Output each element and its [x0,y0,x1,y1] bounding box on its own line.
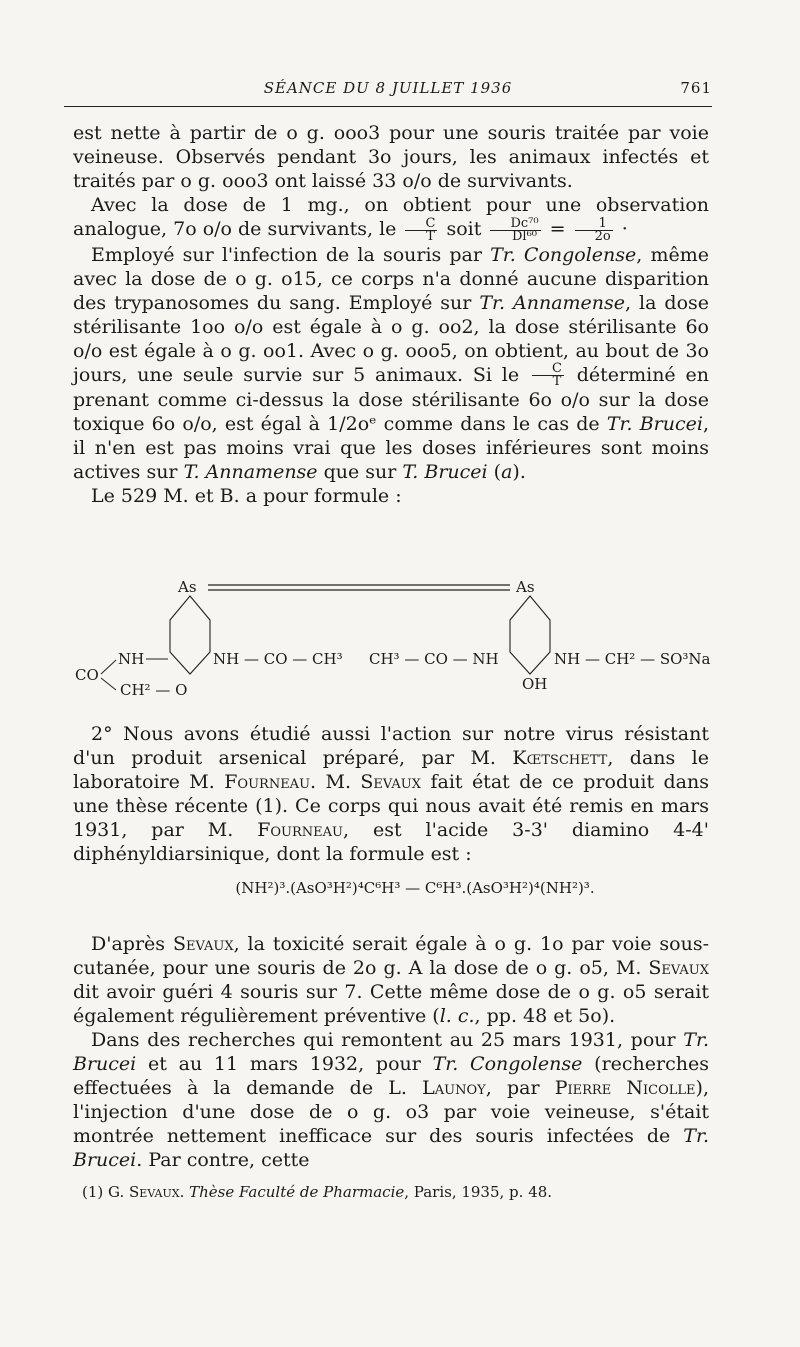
species-name: Tr. Brucei [73,1029,709,1075]
paragraph-2: Avec la dose de 1 mg., on obtient pour une observation analogue, 7o o/o de survivants, le $\frac{C}{T}$ soit $\frac{\text{Dc⁷⁰}}{\text{Dl⁶⁰}}$ = $\frac{1}{2o}$ · [73,194,709,244]
paragraph-4: Le 529 M. et B. a pour formule : [91,485,402,507]
author-name: Pierre Nicolle [554,1077,696,1099]
header-rule [64,106,712,107]
page-number: 761 [680,79,712,97]
footnote-title: Thèse Faculté de Pharmacie [189,1183,405,1201]
paragraph-3: Employé sur l'infection de la souris par Tr. Congolense, même avec la dose de o g. o15, ce corps n'a donné aucune disparition des trypanosomes du sang. Employé sur Tr. Annamense, la dose stérilisante 1oo o/o est égale à o g. oo2, la dose stérilisante 6o o/o est égale à o g. oo1. Avec o g. ooo5, on obtient, au bout de 3o jours, une seule survie sur 5 animaux. Si le $\frac{C}{T}$ déterminé en prenant comme ci-dessus la dose stérilisante 6o o/o sur la dose toxique 6o o/o, est égal à 1/2oᵉ comme dans le cas de Tr. Brucei, il n'en est pas moins vrai que les doses inférieures sont moins actives sur T. Annamense que sur T. Brucei (a). [73,243,710,483]
citation-ref: l. c. [439,1005,475,1027]
body-text-upper [73,121,709,508]
structural-formula-529 [60,568,720,698]
formula-amide-right: CH³ — CO — NH [369,650,499,668]
species-name: Tr. Congolense [432,1053,583,1075]
footnote: (1) G. Sevaux. Thèse Faculté de Pharmacie, Paris, 1935, p. 48. [82,1183,553,1201]
species-name: Tr. Congolense [490,243,637,266]
species-name: Tr. Brucei [73,1125,709,1171]
page-header [64,79,712,103]
body-text-middle [73,722,709,866]
chemical-formula-diaminodiarsinic: (NH²)³.(AsO³H²)⁴C⁶H³ — C⁶H³.(AsO³H²)⁴(NH²)³. [235,879,595,897]
formula-right-tail: NH — CH² — SO³Na [554,650,711,668]
species-name: Tr. Annamense [479,291,626,314]
species-name: T. Brucei [402,461,488,483]
species-name: Tr. Brucei [606,413,703,435]
formula-as-right: As [516,578,535,596]
benzene-ring-right [510,596,550,674]
fraction-one-twentieth: $\frac{1}{2o}$ [575,218,613,243]
bond-line [101,660,116,674]
paragraph-1: est nette à partir de o g. ooo3 pour une souris traitée par voie veineuse. Observés pendant 3o jours, les animaux infectés et traités par o g. ooo3 ont laissé 33 o/o de survivants. [73,122,709,192]
author-name: Launoy [422,1077,486,1099]
author-name: Fourneau [224,771,311,793]
formula-amide-left: NH — CO — CH³ [213,650,343,668]
fraction-c-t: $\frac{C}{T}$ [532,363,564,388]
fraction-dc-dl: $\frac{\text{Dc⁷⁰}}{\text{Dl⁶⁰}}$ [490,218,540,243]
formula-nh-left: NH [118,650,145,668]
bond-line [101,678,116,690]
author-name: Fourneau [257,819,344,841]
benzene-ring-left [170,596,210,674]
formula-as-left: As [178,578,197,596]
author-name: Kœtschett [512,747,608,769]
reference-letter: a [501,461,513,483]
formula-co: CO [75,666,99,684]
paragraph-7: Dans des recherches qui remontent au 25 mars 1931, pour Tr. Brucei et au 11 mars 1932, pour Tr. Congolense (recherches effectuées à la demande de L. Launoy, par Pierre Nicolle), l'injection d'une dose de o g. o3 par voie veineuse, s'était montrée nettement inefficace sur des souris infectées de Tr. Brucei. Par contre, cette [73,1029,709,1171]
author-name: Sevaux [172,933,234,955]
author-name: Sevaux [360,771,422,793]
formula-ch2-o: CH² — O [120,681,188,698]
running-title: SÉANCE DU 8 JUILLET 1936 [263,79,513,97]
paragraph-5: 2° Nous avons étudié aussi l'action sur notre virus résistant d'un produit arsenical préparé, par M. Kœtschett, dans le laboratoire M. Fourneau. M. Sevaux fait état de ce produit dans une thèse récente (1). Ce corps qui nous avait été remis en mars 1931, par M. Fourneau, est l'acide 3-3' diamino 4-4' diphényldiarsinique, dont la formule est : [73,723,709,865]
body-text-lower [73,932,709,1172]
paragraph-6: D'après Sevaux, la toxicité serait égale à o g. 1o par voie sous-cutanée, pour une souris de 2o g. A la dose de o g. o5, M. Sevaux dit avoir guéri 4 souris sur 7. Cette même dose de o g. o5 serait également régulièrement préventive (l. c., pp. 48 et 5o). [73,933,709,1027]
species-name: T. Annamense [183,461,318,483]
fraction-c-t: $\frac{C}{T}$ [405,218,437,243]
author-name: Sevaux [648,957,709,979]
formula-oh: OH [522,675,548,693]
footnote-author: Sevaux [129,1183,180,1201]
